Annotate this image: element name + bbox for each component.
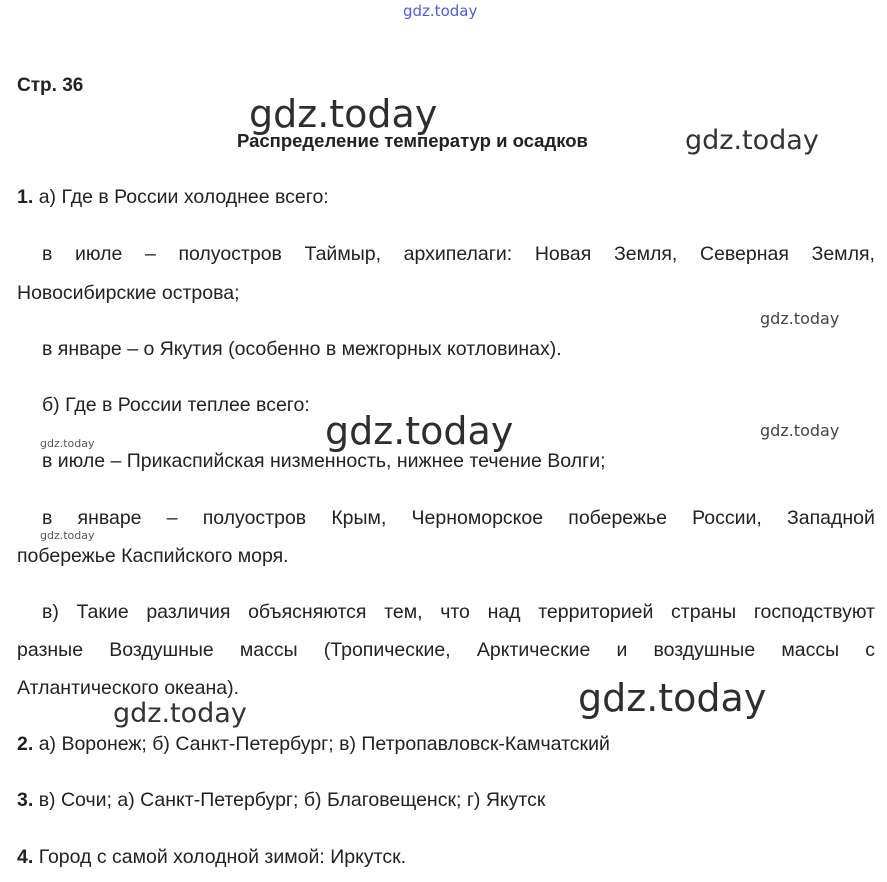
word: массы (781, 639, 840, 661)
q1-b-january-line2: побережье Каспийского моря. (17, 545, 289, 567)
word: Такие (76, 601, 129, 623)
word: Новая (534, 243, 592, 265)
q4-number: 4. (17, 846, 34, 868)
q3-text: в) Сочи; а) Санкт-Петербург; б) Благовещенск; г) Якутск (38, 789, 546, 811)
word: (Тропические, (323, 639, 451, 661)
q1-b-july: в июле – Прикаспийская низменность, нижнее течение Волги; (42, 450, 606, 472)
watermark: gdz.today (249, 92, 438, 136)
q1-c-line1 (42, 603, 875, 623)
page-number: Стр. 36 (17, 75, 84, 96)
watermark: gdz.today (685, 125, 819, 156)
word: территорией (538, 601, 654, 623)
word: тем, (384, 601, 423, 623)
q1-c-line3: Атлантического океана). (17, 677, 240, 699)
q1-a-january: в январе – о Якутия (особенно в межгорных котловинах). (42, 338, 562, 360)
q2-number: 2. (17, 733, 34, 755)
word: январе (77, 507, 142, 529)
word: Таймыр, (304, 243, 382, 265)
q1-a-question-text: а) Где в России холоднее всего: (38, 186, 329, 208)
word: России, (692, 507, 762, 529)
word: объясняются (248, 601, 367, 623)
word: страны (671, 601, 737, 623)
q3-number: 3. (17, 789, 34, 811)
word: Арктические (476, 639, 591, 661)
watermark: gdz.today (325, 409, 514, 453)
q1-b-january-line1 (42, 509, 875, 529)
word: что (440, 601, 470, 623)
watermark: gdz.today (40, 529, 95, 542)
word: полуостров (202, 507, 307, 529)
word: разные (17, 639, 84, 661)
q1-a-july-line1 (42, 245, 875, 265)
word: воздушные (653, 639, 756, 661)
q1-c-line2 (17, 641, 875, 661)
q1-b-question: б) Где в России теплее всего: (42, 394, 310, 416)
word: в) (42, 601, 59, 623)
watermark-top: gdz.today (403, 2, 478, 20)
word: Земля, (613, 243, 678, 265)
word: Черноморское (411, 507, 544, 529)
watermark: gdz.today (40, 437, 95, 450)
word: в (42, 243, 53, 265)
q4-answer (17, 848, 406, 868)
watermark: gdz.today (113, 698, 247, 729)
word: Воздушные (109, 639, 214, 661)
word: над (487, 601, 521, 623)
watermark: gdz.today (578, 676, 767, 720)
q1-number: 1. (17, 186, 34, 208)
q3-answer (17, 791, 545, 811)
section-title: Распределение температур и осадков (237, 130, 588, 151)
word: полуостров (178, 243, 282, 265)
word: различия (146, 601, 231, 623)
word: – (166, 507, 178, 529)
word: – (144, 243, 156, 265)
word: июле (75, 243, 123, 265)
word: господствуют (753, 601, 875, 623)
word: Западной (787, 507, 875, 529)
word: и (616, 639, 628, 661)
word: массы (239, 639, 298, 661)
word: Земля, (811, 243, 875, 265)
word: в (42, 507, 53, 529)
q2-answer (17, 735, 610, 755)
word: побережье (568, 507, 667, 529)
q4-text: Город с самой холодной зимой: Иркутск. (38, 846, 407, 868)
word: с (865, 639, 875, 661)
q1-a-question (17, 188, 329, 208)
watermark: gdz.today (760, 309, 840, 328)
word: архипелаги: (403, 243, 513, 265)
word: Крым, (331, 507, 387, 529)
q2-text: а) Воронеж; б) Санкт-Петербург; в) Петропавловск-Камчатский (38, 733, 610, 755)
word: Северная (699, 243, 789, 265)
watermark: gdz.today (760, 421, 840, 440)
q1-a-july-line2: Новосибирские острова; (17, 282, 240, 304)
